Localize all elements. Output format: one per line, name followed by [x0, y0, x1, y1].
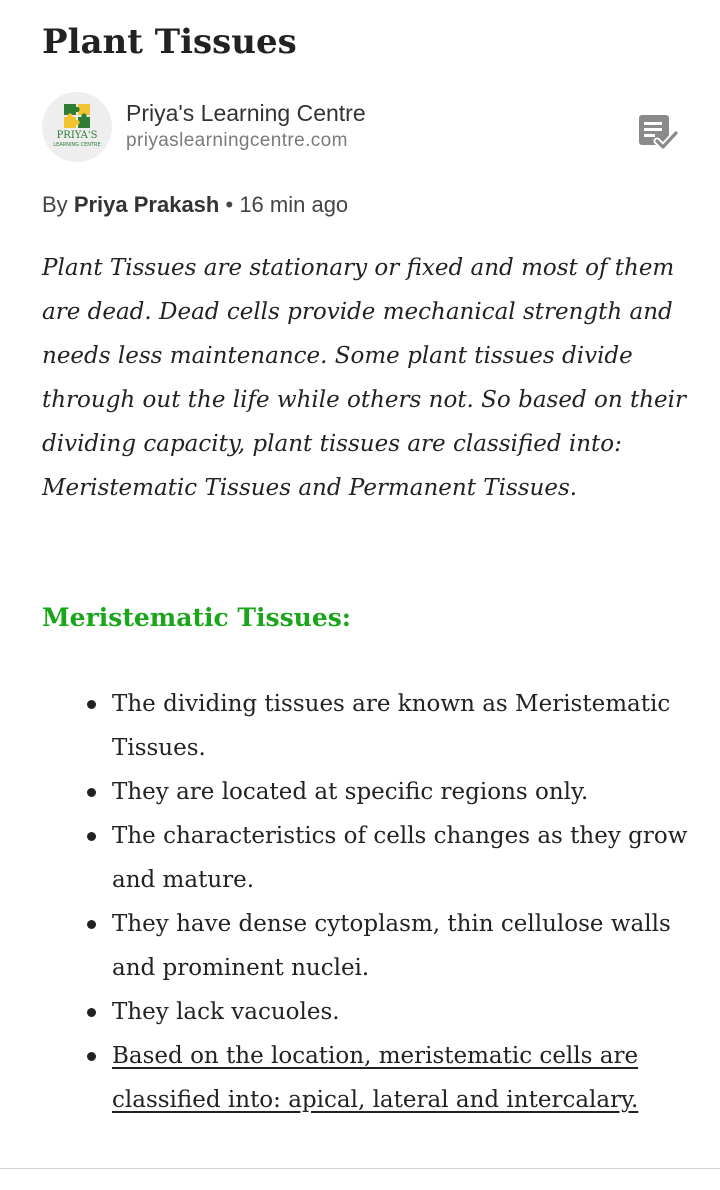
page-title: Plant Tissues — [42, 22, 297, 62]
puzzle-icon — [64, 104, 90, 128]
list-item — [112, 814, 692, 902]
intro-paragraph: Plant Tissues are stationary or fixed and most of them are dead. Dead cells provide mechanical strength and needs less maintenance. Some plant tissues divide through out the life while others not. So based on their dividing capacity, plant tissues are classified into: Meristematic Tissues and Permanent Tissues. — [42, 255, 686, 501]
publisher-domain: priyaslearningcentre.com — [126, 130, 348, 151]
bullet-list — [112, 682, 692, 1122]
list-item — [112, 990, 692, 1034]
bullet-dot — [87, 1052, 96, 1061]
publish-time: 16 min ago — [239, 192, 349, 217]
logo-subtext: LEARNING CENTRE — [53, 142, 101, 148]
list-item-link-text[interactable]: Based on the location, meristematic cells are classified into: apical, lateral and intercalary. — [112, 1043, 639, 1113]
byline — [42, 190, 348, 220]
list-item — [112, 902, 692, 990]
list-item-link[interactable] — [112, 1034, 692, 1122]
section-heading: Meristematic Tissues: — [42, 603, 352, 632]
bullet-dot — [87, 920, 96, 929]
list-item-text: The characteristics of cells changes as they grow and mature. — [112, 823, 688, 893]
list-item — [112, 682, 692, 770]
publisher-logo[interactable] — [42, 92, 112, 162]
bullet-dot — [87, 832, 96, 841]
author-name[interactable]: Priya Prakash — [73, 192, 220, 217]
publisher-name[interactable]: Priya's Learning Centre — [126, 100, 366, 126]
list-item-text: The dividing tissues are known as Meristematic Tissues. — [112, 691, 671, 761]
bullet-dot — [87, 700, 96, 709]
logo-text: PRIYA'S — [56, 130, 98, 141]
save-to-list-icon[interactable] — [636, 112, 678, 152]
list-item-text: They have dense cytoplasm, thin cellulose walls and prominent nuclei. — [112, 911, 671, 981]
list-item-text: They are located at specific regions only. — [112, 779, 589, 805]
list-item — [112, 770, 692, 814]
bullet-dot — [87, 788, 96, 797]
publisher-header[interactable] — [42, 92, 682, 164]
bullet-dot — [87, 1008, 96, 1017]
byline-separator: • — [225, 192, 234, 217]
list-item-text: They lack vacuoles. — [112, 999, 340, 1025]
divider — [0, 1168, 720, 1169]
byline-prefix: By — [42, 192, 68, 217]
